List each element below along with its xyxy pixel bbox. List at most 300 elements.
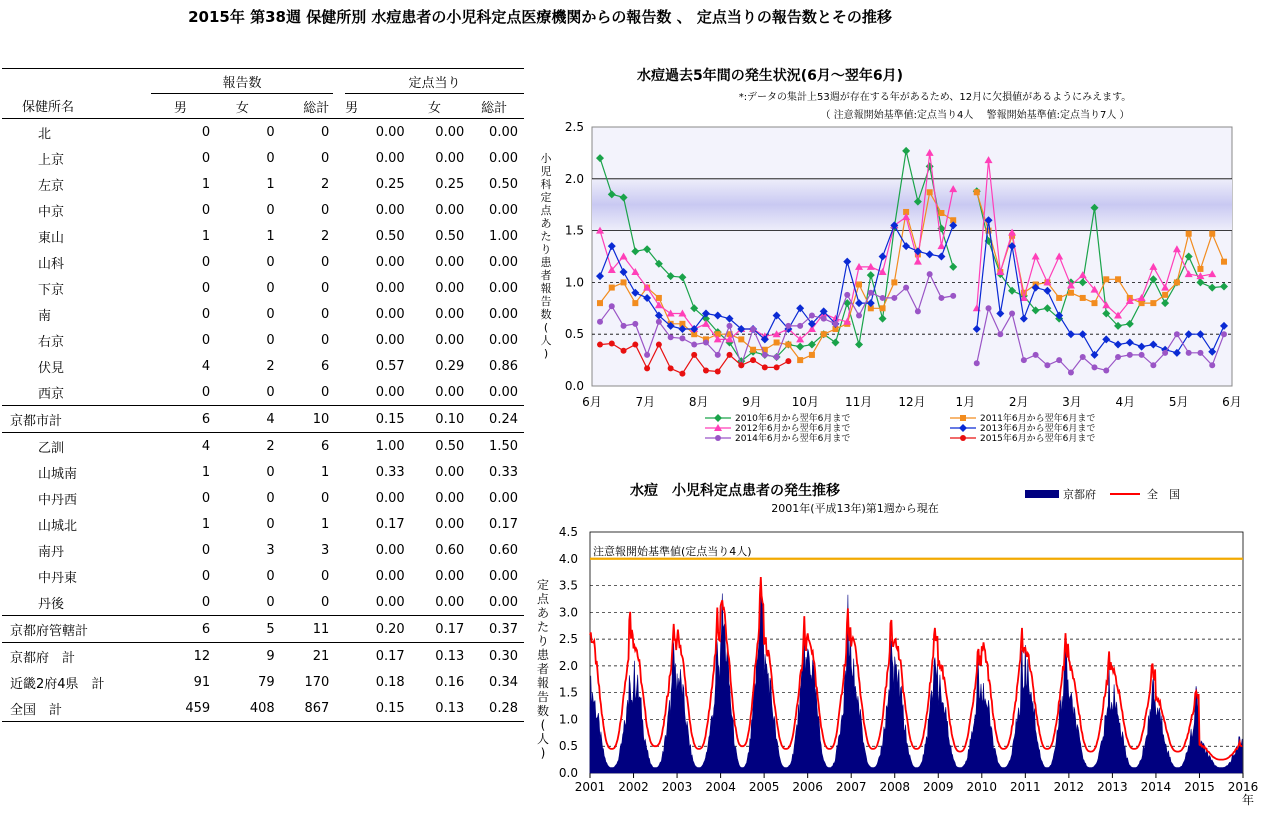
five-year-chart [540, 60, 1260, 444]
cell-gap [333, 589, 345, 616]
chart1-point [1221, 259, 1227, 265]
chart1-point [644, 365, 650, 371]
trend-chart [535, 477, 1265, 822]
cell-per-female: 0.50 [435, 438, 465, 454]
cell-total: 0 [320, 594, 330, 610]
chart2-xtick: 2003 [661, 780, 693, 794]
cell-per-female: 0.00 [435, 332, 465, 348]
cell-per-total: 0.00 [489, 150, 518, 166]
cell-female: 0 [266, 594, 275, 610]
row-name: 上京 [38, 152, 65, 168]
chart1-ytick: 0.5 [564, 327, 584, 342]
chart2-ytick: 0.5 [558, 739, 578, 754]
chart1-point [703, 339, 709, 345]
row-name: 乙訓 [38, 440, 65, 456]
cell-per-female: 0.00 [435, 384, 465, 400]
chart1-point [1197, 266, 1203, 272]
chart1-point [668, 334, 674, 340]
row-name: 南 [38, 308, 52, 324]
cell-gap [333, 301, 345, 327]
cell-per-female: 0.17 [435, 621, 465, 637]
cell-per-total: 0.00 [489, 384, 518, 400]
cell-male: 91 [193, 674, 211, 690]
cell-per-female: 0.00 [435, 490, 465, 506]
chart2-ytick: 3.5 [558, 578, 578, 593]
cell-per-male: 0.00 [375, 202, 405, 218]
chart1-ytick: 1.5 [564, 223, 584, 238]
cell-female: 79 [258, 674, 275, 690]
chart1-point [986, 305, 992, 311]
chart2-ylabel-char: 定 [536, 578, 550, 592]
cell-male: 0 [201, 150, 211, 166]
chart1-point [1139, 352, 1145, 358]
chart1-xtick: 12月 [898, 395, 926, 409]
chart1-xtick: 6月 [1222, 395, 1242, 409]
table-corner [2, 69, 151, 94]
cell-male: 12 [193, 648, 211, 664]
chart1-xtick: 11月 [845, 395, 873, 409]
cell-per-total: 0.50 [489, 176, 518, 192]
chart2-ytick: 1.5 [558, 685, 578, 700]
chart1-point [1186, 350, 1192, 356]
chart1-point [621, 279, 627, 285]
chart2-xtick: 2011 [1010, 780, 1041, 794]
chart2-xtick: 2005 [748, 780, 780, 794]
chart2-xtick: 2004 [705, 780, 736, 794]
cell-gap [333, 327, 345, 353]
cell-gap [333, 485, 345, 511]
chart1-legend-marker [714, 414, 722, 422]
cell-male: 0 [201, 568, 211, 584]
cell-per-male: 0.33 [375, 464, 405, 480]
cell-per-total: 0.34 [489, 674, 518, 690]
cell-male: 0 [201, 306, 211, 322]
chart1-xtick: 9月 [742, 395, 762, 409]
cell-per-male: 0.17 [375, 516, 405, 532]
chart1-point [750, 326, 756, 332]
chart2-xtick: 2008 [879, 780, 911, 794]
chart1-point [1091, 300, 1097, 306]
chart2-ylabel-char: 者 [536, 662, 550, 676]
chart1-point [750, 357, 756, 363]
cell-per-total: 0.37 [489, 621, 518, 637]
cell-per-total: 0.00 [489, 280, 518, 296]
col-header-male: 男 [173, 100, 187, 116]
cell-male: 0 [201, 332, 211, 348]
table-row [2, 485, 524, 511]
cell-female: 0 [266, 306, 275, 322]
cell-female: 5 [266, 621, 275, 637]
chart1-point [927, 271, 933, 277]
cell-male: 0 [201, 124, 211, 140]
cell-female: 0 [266, 568, 275, 584]
chart1-point [938, 295, 944, 301]
cell-male: 0 [201, 594, 211, 610]
chart1-point [974, 189, 980, 195]
chart1-point [609, 341, 615, 347]
cell-per-total: 0.00 [489, 594, 518, 610]
chart1-point [785, 358, 791, 364]
row-name: 伏見 [38, 360, 65, 376]
cell-per-male: 0.00 [375, 542, 405, 558]
report-table [2, 68, 524, 722]
row-name: 右京 [38, 334, 65, 350]
chart1-point [774, 354, 780, 360]
chart1-point [1080, 354, 1086, 360]
cell-total: 1 [320, 464, 330, 480]
row-name: 京都市計 [10, 413, 63, 429]
chart2-ylabel-char: り [536, 634, 550, 648]
table-row [2, 145, 524, 171]
cell-per-male: 0.17 [375, 648, 405, 664]
cell-gap [333, 643, 345, 670]
chart1-point [1033, 352, 1039, 358]
chart1-point [1209, 362, 1215, 368]
chart1-xtick: 4月 [1115, 395, 1136, 409]
chart1-point [997, 331, 1003, 337]
cell-per-male: 0.18 [375, 674, 405, 690]
chart1-point [903, 285, 909, 291]
table-row [2, 327, 524, 353]
chart1-xtick: 10月 [791, 395, 819, 409]
chart2-ytick: 4.5 [558, 525, 578, 539]
cell-per-male: 0.00 [375, 332, 405, 348]
cell-gap [333, 197, 345, 223]
table-row [2, 433, 524, 460]
chart1-point [632, 321, 638, 327]
table-row [2, 459, 524, 485]
row-name: 山城南 [38, 466, 78, 482]
cell-female: 0 [266, 384, 275, 400]
cell-per-total: 0.00 [489, 490, 518, 506]
chart1-point [727, 352, 733, 358]
chart2-legend-kyoto: 京都府 [1063, 488, 1096, 501]
chart2-xtick: 2014 [1140, 780, 1172, 794]
cell-per-male: 0.00 [375, 490, 405, 506]
chart1-ytick: 2.0 [564, 171, 584, 186]
table-row [2, 537, 524, 563]
cell-per-total: 0.33 [489, 464, 518, 480]
chart2-title: 水痘 小児科定点患者の発生推移 [630, 483, 840, 499]
cell-gap [333, 223, 345, 249]
chart1-ylabel-char: 患 [540, 256, 552, 269]
chart1-legend-label: 2013年6月から翌年6月まで [980, 424, 1096, 434]
cell-total: 0 [320, 306, 330, 322]
chart1-point [1174, 279, 1180, 285]
cell-per-total: 0.00 [489, 202, 518, 218]
col-gap [333, 94, 345, 119]
chart1-point [1162, 292, 1168, 298]
cell-total: 0 [320, 202, 330, 218]
chart1-point [950, 293, 956, 299]
cell-per-female: 0.10 [435, 411, 465, 427]
chart1-point [762, 364, 768, 370]
group-header-per-site: 定点当り [345, 69, 524, 94]
chart1-point [656, 319, 662, 325]
cell-gap [333, 119, 345, 146]
chart1-point [809, 352, 815, 358]
cell-total: 10 [312, 411, 330, 427]
table-row [2, 563, 524, 589]
table-row [2, 171, 524, 197]
cell-female: 9 [266, 648, 275, 664]
chart2-legend-national: 全 国 [1147, 488, 1180, 501]
chart2-ytick: 0.0 [558, 766, 578, 780]
cell-male: 0 [201, 542, 211, 558]
chart1-point [1209, 231, 1215, 237]
cell-total: 0 [320, 384, 330, 400]
cell-per-male: 0.00 [375, 568, 405, 584]
cell-male: 0 [201, 202, 211, 218]
chart1-point [915, 308, 921, 314]
chart1-title: 水痘過去5年間の発生状況(6月～翌年6月) [636, 68, 904, 84]
chart1-point [609, 285, 615, 291]
cell-female: 3 [266, 542, 275, 558]
col-header-per-total: 総計 [481, 100, 508, 116]
cell-total: 21 [312, 648, 330, 664]
chart1-note2: （ 注意報開始基準値:定点当り4人 警報開始基準値:定点当り7人 ） [820, 110, 1130, 121]
chart1-xtick: 1月 [955, 395, 976, 409]
cell-female: 0 [266, 202, 275, 218]
chart1-point [656, 342, 662, 348]
table-row [2, 119, 524, 146]
chart1-point [738, 362, 744, 368]
table-row [2, 301, 524, 327]
table-row [2, 616, 524, 643]
cell-male: 0 [201, 384, 211, 400]
chart1-point [1056, 295, 1062, 301]
cell-per-male: 0.00 [375, 306, 405, 322]
col-header-total: 総計 [303, 100, 330, 116]
cell-per-male: 0.00 [375, 280, 405, 296]
cell-per-female: 0.00 [435, 280, 465, 296]
cell-per-total: 0.30 [489, 648, 518, 664]
row-name: 京都府 計 [10, 650, 76, 666]
chart2-threshold-label: 注意報開始基準値(定点当り4人) [593, 544, 752, 558]
chart1-point [785, 342, 791, 348]
chart2-xtick: 2002 [618, 780, 649, 794]
cell-per-male: 0.15 [375, 700, 405, 716]
chart2-ylabel-char: ( [540, 718, 546, 732]
chart1-point [597, 300, 603, 306]
row-name: 左京 [38, 178, 65, 194]
chart1-legend-label: 2015年6月から翌年6月まで [980, 434, 1096, 444]
chart1-point [974, 360, 980, 366]
chart1-point [785, 323, 791, 329]
chart2-ylabel-char: あ [536, 606, 550, 620]
row-name: 山城北 [38, 518, 78, 534]
chart1-ylabel-char: 告 [540, 295, 552, 308]
chart2-xtick: 2012 [1053, 780, 1085, 794]
cell-total: 0 [320, 568, 330, 584]
chart1-xtick: 7月 [635, 395, 656, 409]
cell-per-male: 0.50 [375, 228, 405, 244]
chart1-legend-label: 2012年6月から翌年6月まで [735, 424, 851, 434]
row-name: 丹後 [38, 596, 65, 612]
cell-per-female: 0.00 [435, 124, 465, 140]
cell-per-male: 0.20 [375, 621, 405, 637]
chart1-point [868, 290, 874, 296]
cell-gap [333, 669, 345, 695]
chart1-point [774, 364, 780, 370]
cell-total: 0 [320, 490, 330, 506]
chart2-ylabel-char: た [536, 620, 550, 634]
chart1-band [592, 179, 1232, 231]
chart1-point [1115, 354, 1121, 360]
cell-male: 6 [201, 621, 211, 637]
chart2-subtitle: 2001年(平成13年)第1週から現在 [771, 502, 939, 515]
chart2-ytick: 3.0 [558, 605, 578, 620]
row-name: 中丹東 [38, 570, 78, 586]
chart1-point [1080, 295, 1086, 301]
cell-per-total: 1.00 [489, 228, 518, 244]
chart1-point [1127, 352, 1133, 358]
chart1-ylabel-char: 定 [540, 191, 552, 204]
cell-male: 1 [201, 228, 211, 244]
chart1-point [691, 352, 697, 358]
cell-female: 0 [266, 332, 275, 348]
chart1-point [880, 305, 886, 311]
chart1-ylabel-char: ( [543, 321, 549, 334]
cell-total: 0 [320, 332, 330, 348]
row-name: 南丹 [38, 544, 65, 560]
cell-total: 0 [320, 254, 330, 270]
table-row [2, 249, 524, 275]
chart1-ylabel-char: 者 [540, 269, 552, 282]
cell-per-female: 0.00 [435, 306, 465, 322]
chart1-point [1103, 367, 1109, 373]
chart1-xtick: 2月 [1008, 395, 1029, 409]
chart1-legend-marker [959, 424, 967, 432]
chart2-xtick: 2010 [966, 780, 998, 794]
col-header-per-female: 女 [427, 100, 441, 116]
chart1-point [891, 295, 897, 301]
row-name: 中京 [38, 204, 65, 220]
chart2-xtick: 2006 [792, 780, 823, 794]
cell-per-male: 0.00 [375, 254, 405, 270]
row-name: 東山 [38, 230, 65, 246]
chart1-point [679, 371, 685, 377]
chart1-point [1056, 357, 1062, 363]
row-name: 全国 計 [10, 702, 63, 718]
cell-per-total: 0.17 [489, 516, 518, 532]
cell-per-total: 0.24 [489, 411, 518, 427]
cell-per-female: 0.00 [435, 254, 465, 270]
chart1-point [832, 321, 838, 327]
cell-per-female: 0.00 [435, 150, 465, 166]
cell-per-total: 0.00 [489, 332, 518, 348]
cell-per-male: 0.15 [375, 411, 405, 427]
chart1-point [632, 342, 638, 348]
cell-female: 0 [266, 464, 275, 480]
chart1-point [1115, 276, 1121, 282]
cell-gap [333, 433, 345, 460]
chart1-point [1021, 357, 1027, 363]
table-row [2, 589, 524, 616]
table-row [2, 643, 524, 670]
chart1-point [821, 331, 827, 337]
cell-female: 0 [266, 254, 275, 270]
row-name: 北 [38, 126, 52, 142]
cell-per-total: 0.00 [489, 254, 518, 270]
cell-male: 459 [185, 700, 211, 716]
chart2-ylabel-char: 人 [536, 732, 550, 746]
chart1-ylabel-char: 数 [540, 308, 552, 321]
chart1-point [1044, 362, 1050, 368]
chart1-point [797, 323, 803, 329]
cell-male: 4 [201, 358, 211, 374]
col-header-per-male: 男 [345, 100, 359, 116]
chart1-point [621, 348, 627, 354]
chart1-point [856, 281, 862, 287]
chart1-point [927, 189, 933, 195]
chart1-ylabel-char: あ [540, 217, 552, 230]
chart1-point [774, 339, 780, 345]
table-row [2, 406, 524, 433]
chart1-ylabel-char: 点 [540, 204, 552, 217]
cell-per-female: 0.00 [435, 568, 465, 584]
cell-total: 867 [304, 700, 330, 716]
cell-gap [333, 616, 345, 643]
col-header-name: 保健所名 [22, 100, 75, 116]
cell-gap [333, 145, 345, 171]
cell-per-female: 0.25 [435, 176, 465, 192]
chart2-ylabel-char: 患 [536, 648, 550, 662]
cell-per-female: 0.29 [435, 358, 465, 374]
chart1-xtick: 6月 [582, 395, 602, 409]
chart1-legend-label: 2010年6月から翌年6月まで [735, 414, 851, 424]
cell-per-female: 0.00 [435, 594, 465, 610]
chart1-point [597, 342, 603, 348]
chart1-ylabel-char: 児 [540, 165, 552, 178]
table-row [2, 695, 524, 722]
chart1-legend-label: 2014年6月から翌年6月まで [735, 434, 851, 444]
cell-male: 0 [201, 254, 211, 270]
cell-female: 408 [249, 700, 275, 716]
chart1-point [891, 279, 897, 285]
cell-per-male: 0.00 [375, 384, 405, 400]
cell-total: 11 [312, 621, 330, 637]
cell-female: 0 [266, 516, 275, 532]
cell-per-male: 0.00 [375, 124, 405, 140]
cell-per-total: 0.00 [489, 306, 518, 322]
chart1-point [656, 295, 662, 301]
chart1-ylabel-char: ) [543, 347, 549, 360]
chart1-point [1009, 310, 1015, 316]
row-name: 西京 [38, 386, 65, 402]
cell-per-female: 0.50 [435, 228, 465, 244]
cell-per-female: 0.13 [435, 648, 465, 664]
cell-female: 4 [266, 411, 275, 427]
table-row [2, 669, 524, 695]
table-row [2, 275, 524, 301]
cell-per-female: 0.00 [435, 464, 465, 480]
cell-per-female: 0.00 [435, 516, 465, 532]
cell-total: 0 [320, 124, 330, 140]
cell-male: 1 [201, 464, 211, 480]
chart1-point [1068, 370, 1074, 376]
chart2-ylabel-char: 報 [536, 676, 550, 690]
cell-per-total: 0.60 [489, 542, 518, 558]
chart2-xtick: 2007 [835, 780, 867, 794]
chart1-ytick: 0.0 [564, 379, 584, 393]
cell-gap [333, 511, 345, 537]
cell-male: 1 [201, 516, 211, 532]
cell-total: 0 [320, 280, 330, 296]
chart1-point [715, 352, 721, 358]
chart1-point [1162, 350, 1168, 356]
group-gap [333, 69, 345, 94]
